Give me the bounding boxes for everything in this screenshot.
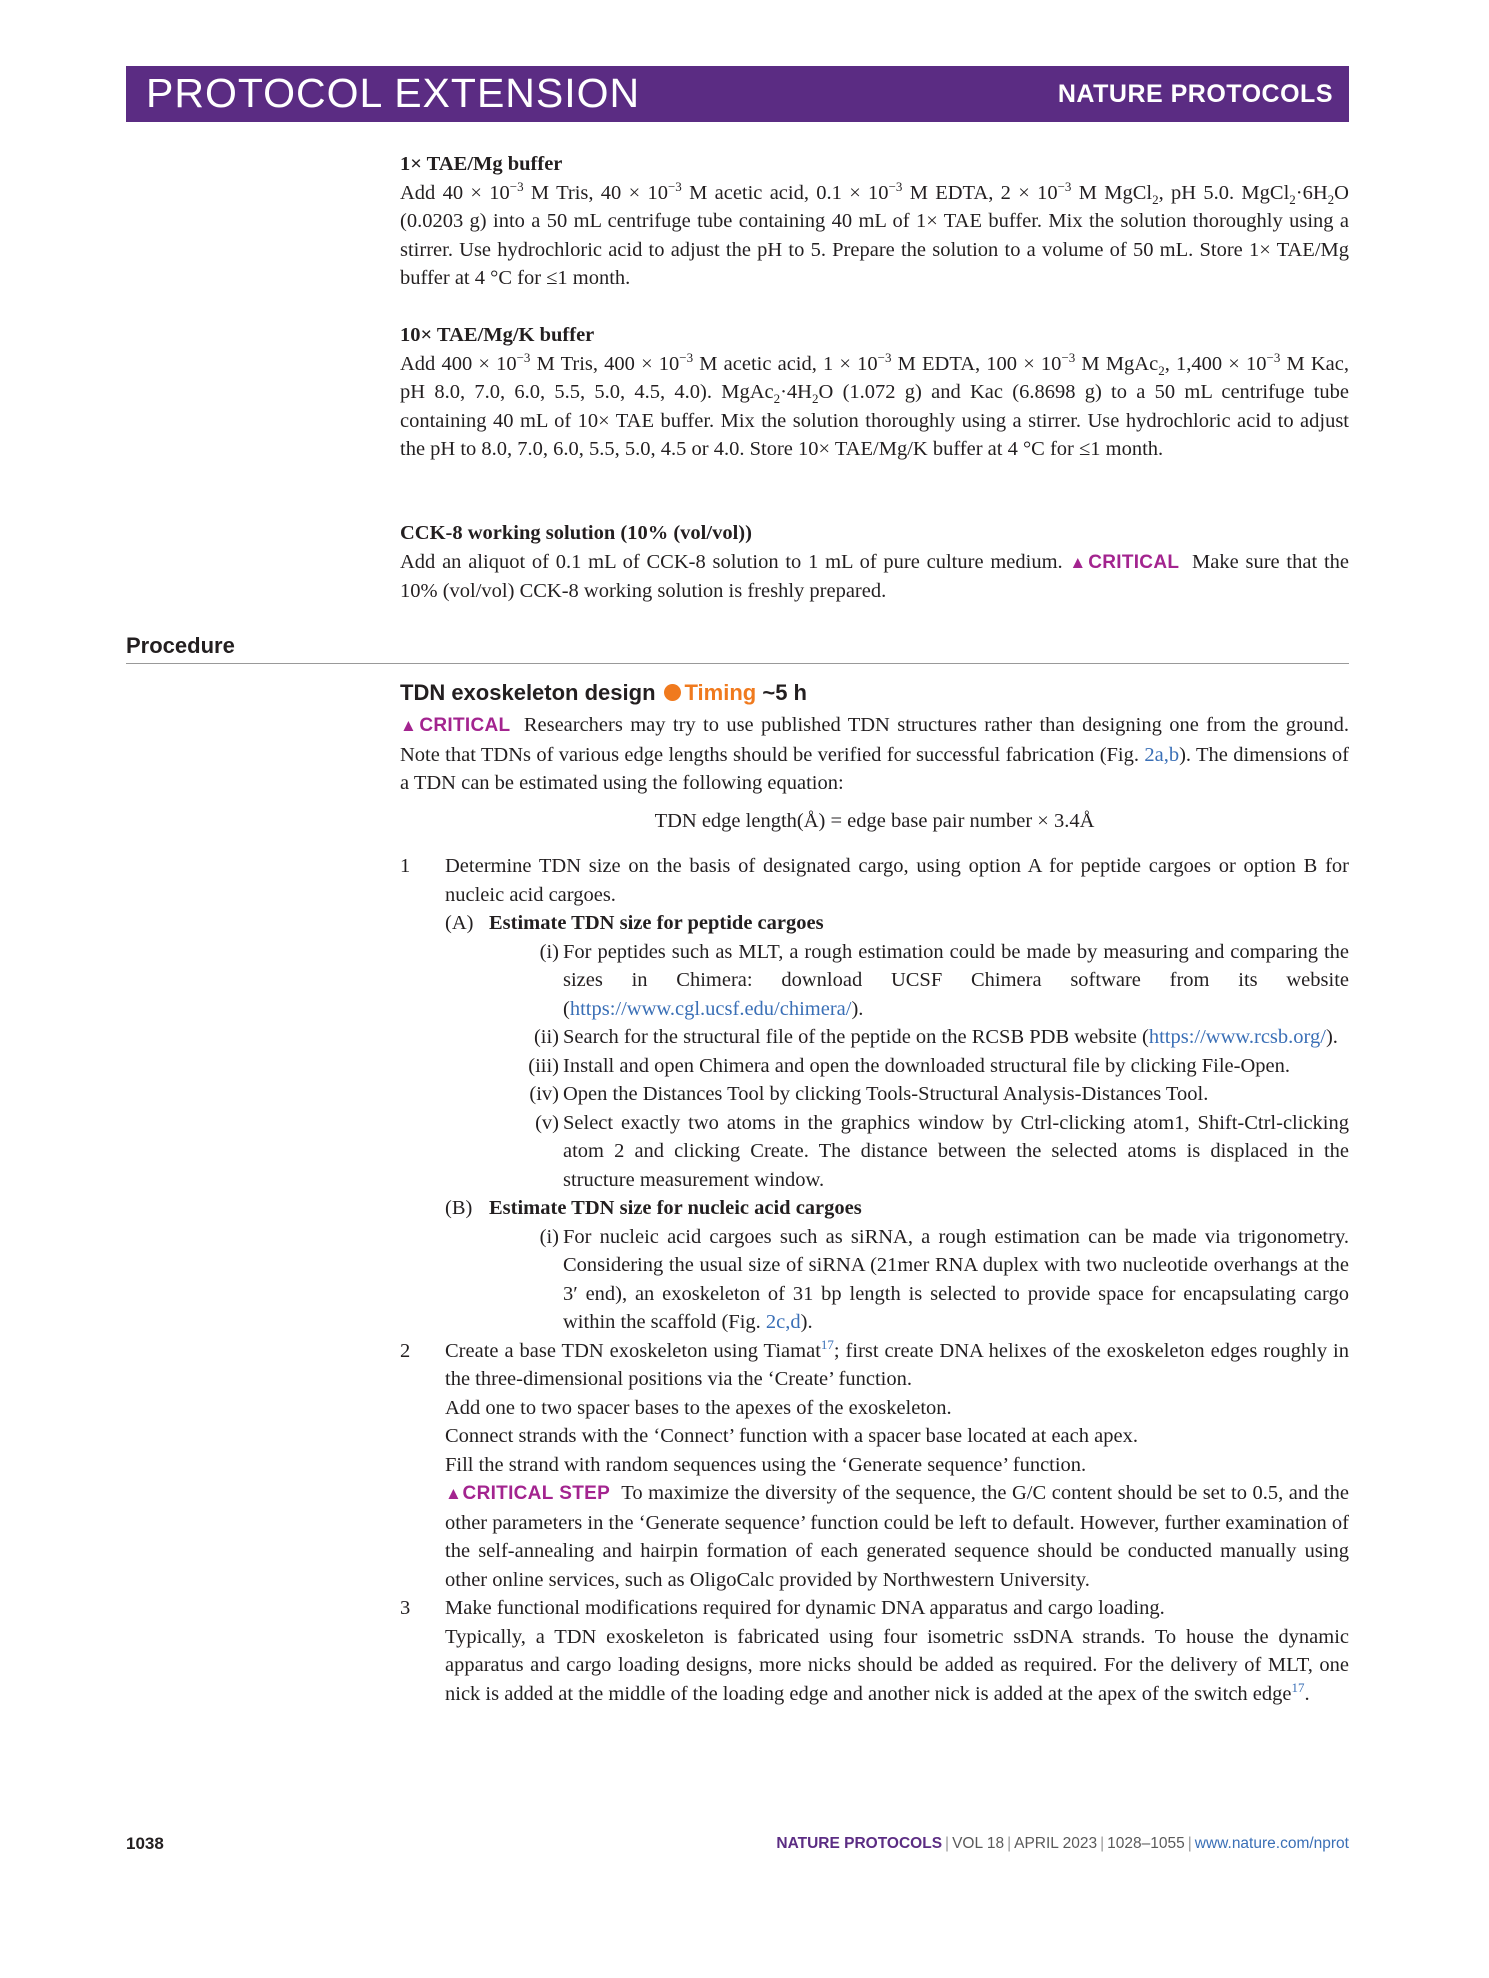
rcsb-link[interactable]: https://www.rcsb.org/ [1148, 1026, 1326, 1048]
timing-dot-icon [664, 684, 681, 701]
substep: (ii) Search for the structural file of the peptide on the RCSB PDB website (https://www.rcsb.org/). [533, 1026, 1338, 1048]
section-type-label: PROTOCOL EXTENSION [146, 70, 641, 116]
option-a: (A) Estimate TDN size for peptide cargoes (i) For peptides such as MLT, a rough estimation could be made by measuring and comparing the sizes in Chimera: download UCSF Chimera software from its website (https://www.cgl.ucsf.edu/chimera/). (ii) Search for the structural file of the peptide on the RCSB PDB website (https://www.rcsb.org/). (iii) Install and open Chimera and open the downloaded structural file by clicking File-Open. (iv) Open the Distances Tool by clicking Tools-Structural Analysis-Distances Tool. (v) Select exactly two atoms in the graphics window by Ctrl-clicking atom1, Shift-Ctrl-clicking atom 2 and clicking Create. The distance between the selected atoms is displaced in the structure measurement window. [445, 909, 1349, 1194]
figure-link[interactable]: 2a,b [1144, 743, 1180, 766]
page-number: 1038 [126, 1834, 164, 1853]
timing-value: ~5 h [762, 680, 807, 705]
step-number: 3 [400, 1597, 411, 1619]
critical-label: ▲CRITICAL [1069, 551, 1180, 573]
reagent-title: 10× TAE/Mg/K buffer [400, 324, 595, 346]
chimera-link[interactable]: https://www.cgl.ucsf.edu/chimera/ [569, 997, 852, 1020]
step-number: 1 [400, 855, 411, 877]
warning-triangle-icon: ▲ [445, 1484, 463, 1503]
step-number: 2 [400, 1339, 411, 1362]
critical-label: ▲CRITICAL [400, 715, 511, 736]
footer-citation: NATURE PROTOCOLS | VOL 18 | APRIL 2023 | 1028–1055 | www.nature.com/nprot [776, 1835, 1349, 1852]
journal-name: NATURE PROTOCOLS [1057, 80, 1333, 108]
step-3: 3 Make functional modifications required for dynamic DNA apparatus and cargo loading. Typically, a TDN exoskeleton is fabricated using four isometric ssDNA strands. To house the dynamic apparatus and cargo loading designs, more nicks should be added as required. For the delivery of MLT, one nick is added at the middle of the loading edge and another nick is added at the apex of the switch edge$^{17}$. [400, 1594, 1349, 1708]
section-intro: ▲CRITICAL Researchers may try to use published TDN structures rather than designing one from the ground. Note that TDNs of various edge lengths should be verified for successful fabrication (Fig. 2a,b). The dimensions of a TDN can be estimated using the following equation: [400, 714, 1349, 794]
header-banner [126, 66, 1349, 122]
reagent-body: Add $400 \times 10^{-3}$ M Tris, $400 \times 10^{-3}$ M acetic acid, $1 \times 10^{-3}$ M EDTA, $100 \times 10^{-3}$ M MgAc$_2$, $1,400 \times 10^{-3}$ M Kac, pH 8.0, 7.0, 6.0, 5.5, 5.0, 4.5, 4.0). $MgAc_2\cdot 4H_2O$ (1.072 g) and Kac (6.8698 g) to a 50 mL centrifuge tube containing 40 mL of 10× TAE buffer. Mix the solution thoroughly using a stirrer. Use hydrochloric acid to adjust the pH to 8.0, 7.0, 6.0, 5.5, 5.0, 4.5 or 4.0. Store 10× TAE/Mg/K buffer at 4 °C for ≤1 month. [400, 349, 1349, 460]
procedure-steps [400, 852, 1349, 1708]
substep: (i) For nucleic acid cargoes such as siRNA, a rough estimation can be made via trigonometry. Considering the usual size of siRNA (21mer RNA duplex with two nucleotide overhangs at the 3′ end), an exoskeleton of 31 bp length is selected to provide space for encapsulating cargo within the scaffold (Fig. 2c,d). [539, 1225, 1349, 1333]
reagent-tae-mg-k [400, 321, 1349, 464]
reagent-body: Add an aliquot of 0.1 mL of CCK-8 solution to 1 mL of pure culture medium. ▲CRITICAL Make sure that the 10% (vol/vol) CCK-8 working solution is freshly prepared. [400, 550, 1349, 602]
timing-label: Timing [684, 680, 757, 705]
option-b: (B) Estimate TDN size for nucleic acid cargoes (i) For nucleic acid cargoes such as siRNA, a rough estimation can be made via trigonometry. Considering the usual size of siRNA (21mer RNA duplex with two nucleotide overhangs at the 3′ end), an exoskeleton of 31 bp length is selected to provide space for encapsulating cargo within the scaffold (Fig. 2c,d). [445, 1194, 1349, 1337]
reagent-cck8 [400, 519, 1349, 606]
reagent-body: Add $40 \times 10^{-3}$ M Tris, $40 \times 10^{-3}$ M acetic acid, $0.1 \times 10^{-3}$ M EDTA, $2 \times 10^{-3}$ M MgCl$_2$, pH 5.0. $MgCl_2\cdot 6H_2O$ (0.0203 g) into a 50 mL centrifuge tube containing 40 mL of 1× TAE buffer. Mix the solution thoroughly using a stirrer. Use hydrochloric acid to adjust the pH to 5. Prepare the solution to a volume of 50 mL. Store 1× TAE/Mg buffer at 4 °C for ≤1 month. [400, 178, 1349, 289]
reagent-title: CCK-8 working solution (10% (vol/vol)) [400, 522, 752, 544]
substep: (i) For peptides such as MLT, a rough estimation could be made by measuring and comparing the sizes in Chimera: download UCSF Chimera software from its website (https://www.cgl.ucsf.edu/chimera/). [539, 940, 1349, 1020]
substep: (v) Select exactly two atoms in the graphics window by Ctrl-clicking atom1, Shift-Ctrl-clicking atom 2 and clicking Create. The distance between the selected atoms is displaced in the structure measurement window. [535, 1111, 1349, 1191]
procedure-heading: Procedure [126, 633, 235, 658]
reference-link[interactable]: 17 [1291, 1679, 1305, 1695]
equation: TDN edge length(Å) = edge base pair number × 3.4Å [654, 810, 1095, 832]
warning-triangle-icon: ▲ [400, 716, 420, 735]
section-title: TDN exoskeleton design Timing ~5 h [400, 680, 807, 705]
journal-url[interactable]: www.nature.com/nprot [1194, 1835, 1349, 1852]
substep: (iii) Install and open Chimera and open the downloaded structural file by clicking File-Open. [528, 1054, 1290, 1077]
warning-triangle-icon: ▲ [1069, 552, 1089, 572]
procedure-divider [126, 663, 1349, 664]
substep: (iv) Open the Distances Tool by clicking Tools-Structural Analysis-Distances Tool. [529, 1083, 1209, 1105]
reference-link[interactable]: 17 [820, 1336, 834, 1352]
reagent-tae-mg [400, 150, 1349, 293]
step-2: 2 Create a base TDN exoskeleton using Tiamat$^{17}$; first create DNA helixes of the exoskeleton edges roughly in the three-dimensional positions via the ‘Create’ function. Add one to two spacer bases to the apexes of the exoskeleton. Connect strands with the ‘Connect’ function with a spacer base located at each apex. Fill the strand with random sequences using the ‘Generate sequence’ function. ▲CRITICAL STEP To maximize the diversity of the sequence, the G/C content should be set to 0.5, and the other parameters in the ‘Generate sequence’ function could be left to default. However, further examination of the self-annealing and hairpin formation of each generated sequence should be conducted manually using other online services, such as OligoCalc provided by Northwestern University. [400, 1336, 1349, 1591]
step-1: 1 Determine TDN size on the basis of designated cargo, using option A for peptide cargoes or option B for nucleic acid cargoes. (A) Estimate TDN size for peptide cargoes (i) For peptides such as MLT, a rough estimation could be made by measuring and comparing the sizes in Chimera: download UCSF Chimera software from its website (https://www.cgl.ucsf.edu/chimera/). (ii) Search for the structural file of the peptide on the RCSB PDB website (https://www.rcsb.org/). (iii) Install and open Chimera and open the downloaded structural file by clicking File-Open. (iv) Open the Distances Tool by clicking Tools-Structural Analysis-Distances Tool. (v) Select exactly two atoms in the graphics window by Ctrl-clicking atom1, Shift-Ctrl-clicking atom 2 and clicking Create. The distance between the selected atoms is displaced in the structure measurement window. (B) Estimate TDN size for nucleic acid cargoes (i) For nucleic acid cargoes such as siRNA, a rough estimation can be made via trigonometry. Considering the usual size of siRNA (21mer RNA duplex with two nucleotide overhangs at the 3′ end), an exoskeleton of 31 bp length is selected to provide space for encapsulating cargo within the scaffold (Fig. 2c,d). [400, 852, 1349, 1337]
critical-step-label: ▲CRITICAL STEP [445, 1483, 611, 1504]
figure-link[interactable]: 2c,d [765, 1311, 801, 1333]
reagent-title: 1× TAE/Mg buffer [400, 153, 563, 175]
